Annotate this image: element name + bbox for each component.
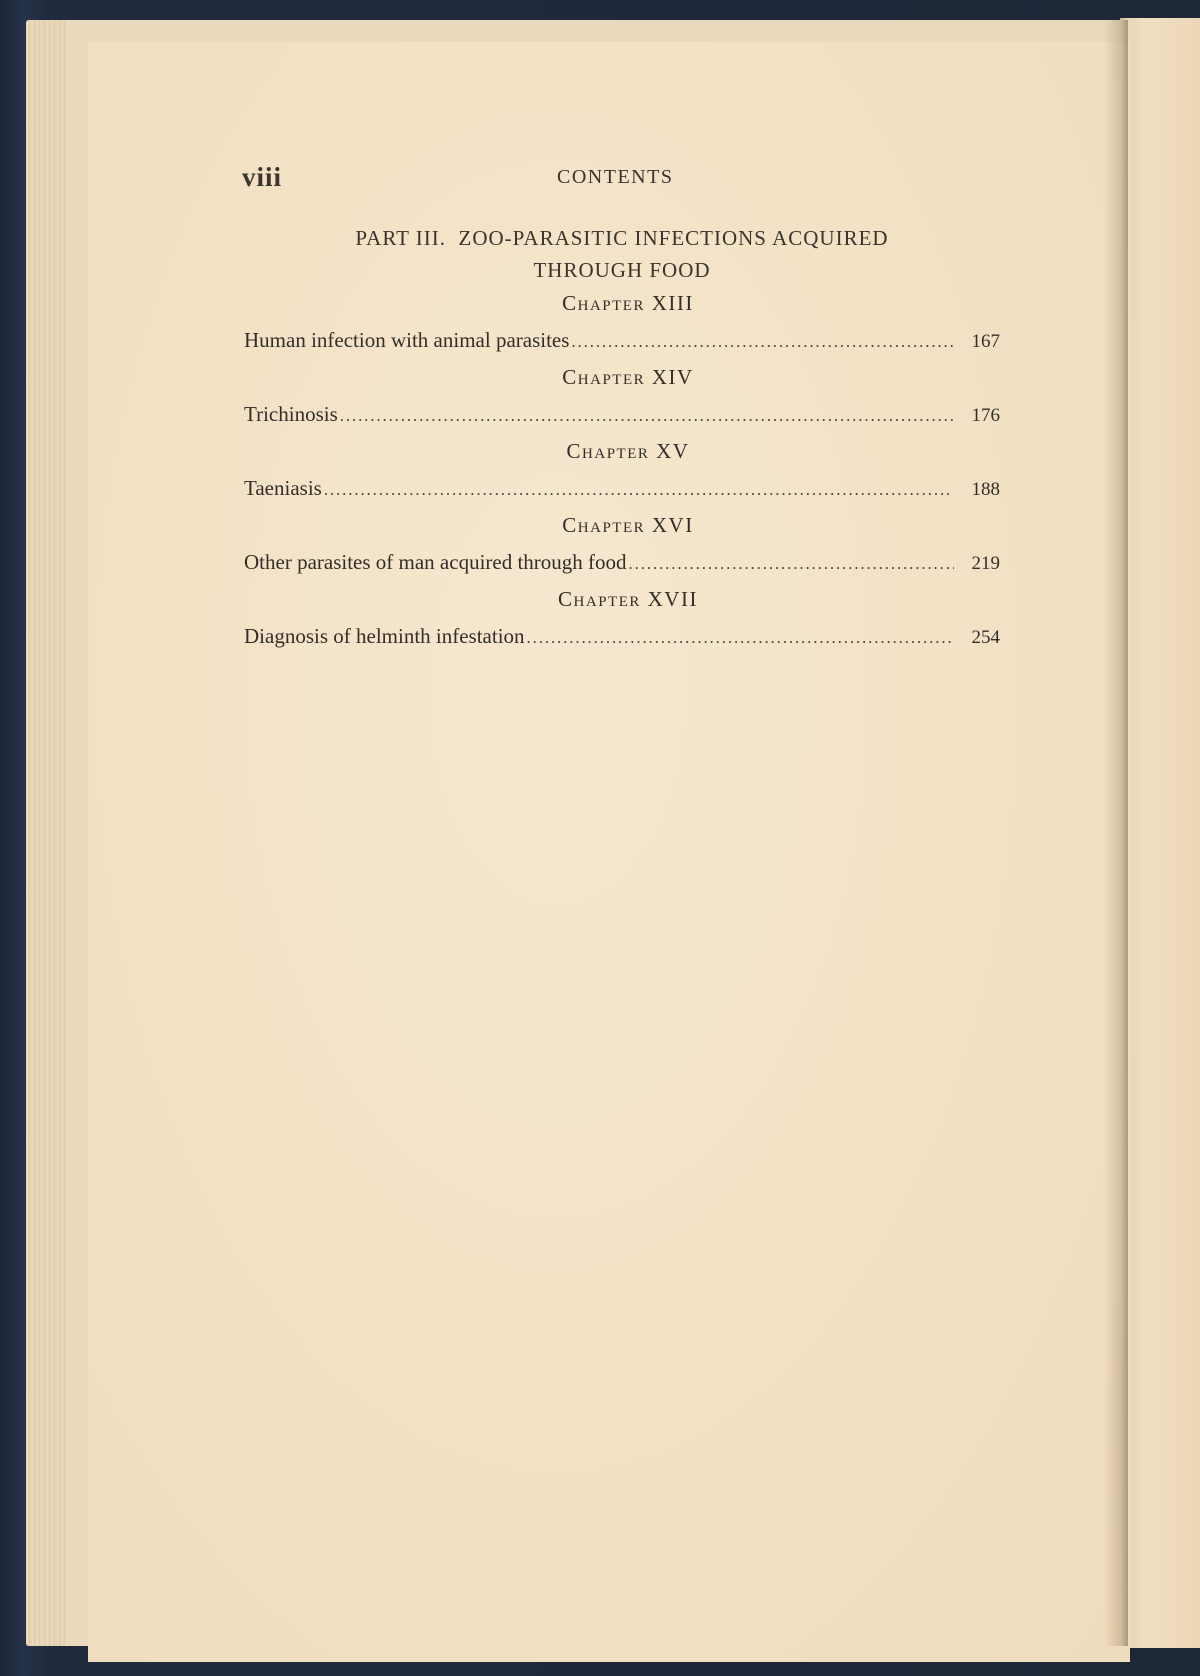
toc-entry [244, 320, 1000, 360]
entry-page-number: 254 [971, 627, 1000, 648]
chapter-label: Chapter XIV [562, 365, 694, 389]
part-heading [242, 222, 1002, 286]
toc-entry [244, 394, 1000, 434]
chapter-label: Chapter XIII [562, 291, 694, 315]
entry-page-number: 176 [971, 405, 1000, 426]
toc-entry-block [244, 582, 1000, 656]
dot-leader [324, 470, 954, 510]
entry-title: Human infection with animal parasites [244, 328, 570, 352]
dot-leader [527, 618, 954, 658]
chapter-label: Chapter XVII [558, 587, 698, 611]
toc-entry-block [244, 508, 1000, 582]
entry-title: Trichinosis [244, 402, 338, 426]
toc-entry [244, 468, 1000, 508]
entry-title: Diagnosis of helminth infestation [244, 624, 525, 648]
running-head [242, 162, 1022, 192]
entry-page-number: 219 [971, 553, 1000, 574]
gutter-shadow [1104, 20, 1128, 1646]
dot-leader [629, 544, 954, 584]
table-of-contents [244, 286, 1000, 656]
part-heading-line-1: PART III. ZOO-PARASITIC INFECTIONS ACQUIRED [355, 226, 889, 250]
chapter-label: Chapter XV [566, 439, 690, 463]
entry-title: Taeniasis [244, 476, 322, 500]
chapter-label: Chapter XVI [562, 513, 694, 537]
toc-entry [244, 616, 1000, 656]
part-heading-line-2: THROUGH FOOD [533, 258, 711, 282]
entry-page-number: 167 [971, 331, 1000, 352]
toc-entry [244, 542, 1000, 582]
running-title: CONTENTS [557, 166, 674, 188]
toc-entry-block [244, 434, 1000, 508]
page-number: viii [242, 162, 283, 192]
dot-leader [571, 322, 954, 362]
toc-entry-block [244, 286, 1000, 360]
toc-entry-block [244, 360, 1000, 434]
entry-page-number: 188 [971, 479, 1000, 500]
dot-leader [340, 396, 954, 436]
entry-title: Other parasites of man acquired through food [244, 550, 627, 574]
